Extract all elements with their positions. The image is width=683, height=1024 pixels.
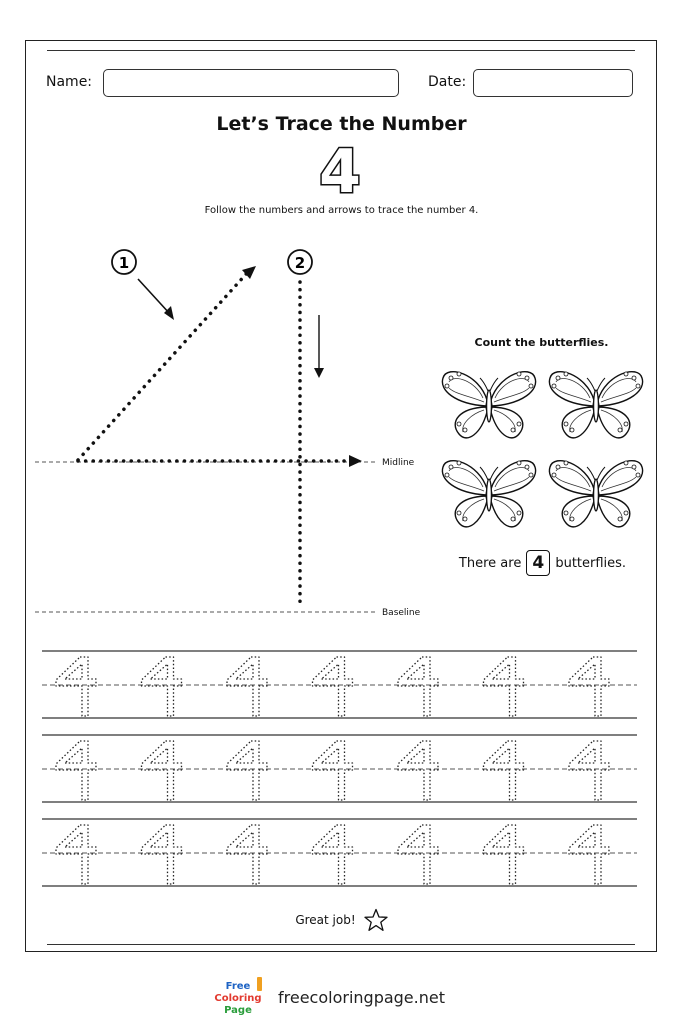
trace-glyph-4[interactable] bbox=[569, 825, 609, 884]
trace-glyph-4[interactable] bbox=[142, 825, 182, 884]
trace-glyph-4[interactable] bbox=[313, 741, 353, 800]
step-2-label: 2 bbox=[294, 254, 306, 272]
trace-glyph-4[interactable] bbox=[313, 825, 353, 884]
trace-glyph-4[interactable] bbox=[56, 657, 96, 716]
trace-glyph-4[interactable] bbox=[142, 741, 182, 800]
name-label: Name: bbox=[46, 74, 93, 90]
trace-glyph-4[interactable] bbox=[56, 825, 96, 884]
svg-text:Coloring: Coloring bbox=[214, 993, 262, 1004]
answer-suffix: butterflies. bbox=[555, 555, 627, 571]
trace-glyph-4[interactable] bbox=[56, 741, 96, 800]
trace-glyph-4[interactable] bbox=[569, 657, 609, 716]
trace-glyph-4[interactable] bbox=[398, 657, 438, 716]
great-job-text: Great job! bbox=[295, 913, 356, 927]
footer-site[interactable]: freecoloringpage.net bbox=[278, 987, 445, 1007]
trace-glyph-4[interactable] bbox=[227, 657, 267, 716]
svg-text:Page: Page bbox=[224, 1005, 252, 1016]
midline-label: Midline bbox=[382, 458, 415, 468]
baseline-label: Baseline bbox=[382, 608, 421, 618]
trace-glyph-4[interactable] bbox=[313, 657, 353, 716]
star-icon bbox=[364, 908, 388, 932]
page-title: Let’s Trace the Number bbox=[216, 113, 467, 135]
instruction-text: Follow the numbers and arrows to trace the number 4. bbox=[204, 205, 479, 216]
svg-text:Free: Free bbox=[225, 981, 251, 992]
trace-glyph-4[interactable] bbox=[142, 657, 182, 716]
trace-glyph-4[interactable] bbox=[227, 741, 267, 800]
footer bbox=[210, 980, 445, 1014]
trace-glyph-4[interactable] bbox=[484, 825, 524, 884]
site-logo bbox=[210, 977, 266, 1017]
answer-prefix: There are bbox=[458, 555, 522, 571]
trace-glyph-4[interactable] bbox=[569, 741, 609, 800]
trace-glyph-4[interactable] bbox=[398, 825, 438, 884]
trace-glyph-4[interactable] bbox=[484, 741, 524, 800]
closing-message bbox=[0, 908, 683, 932]
count-title: Count the butterflies. bbox=[474, 336, 609, 349]
step-1-label: 1 bbox=[118, 254, 130, 272]
date-label: Date: bbox=[428, 74, 467, 90]
answer-box[interactable]: 4 bbox=[526, 550, 550, 576]
trace-glyph-4[interactable] bbox=[227, 825, 267, 884]
trace-glyph-4[interactable] bbox=[398, 741, 438, 800]
trace-glyph-4[interactable] bbox=[484, 657, 524, 716]
svg-text:4: 4 bbox=[319, 137, 361, 207]
